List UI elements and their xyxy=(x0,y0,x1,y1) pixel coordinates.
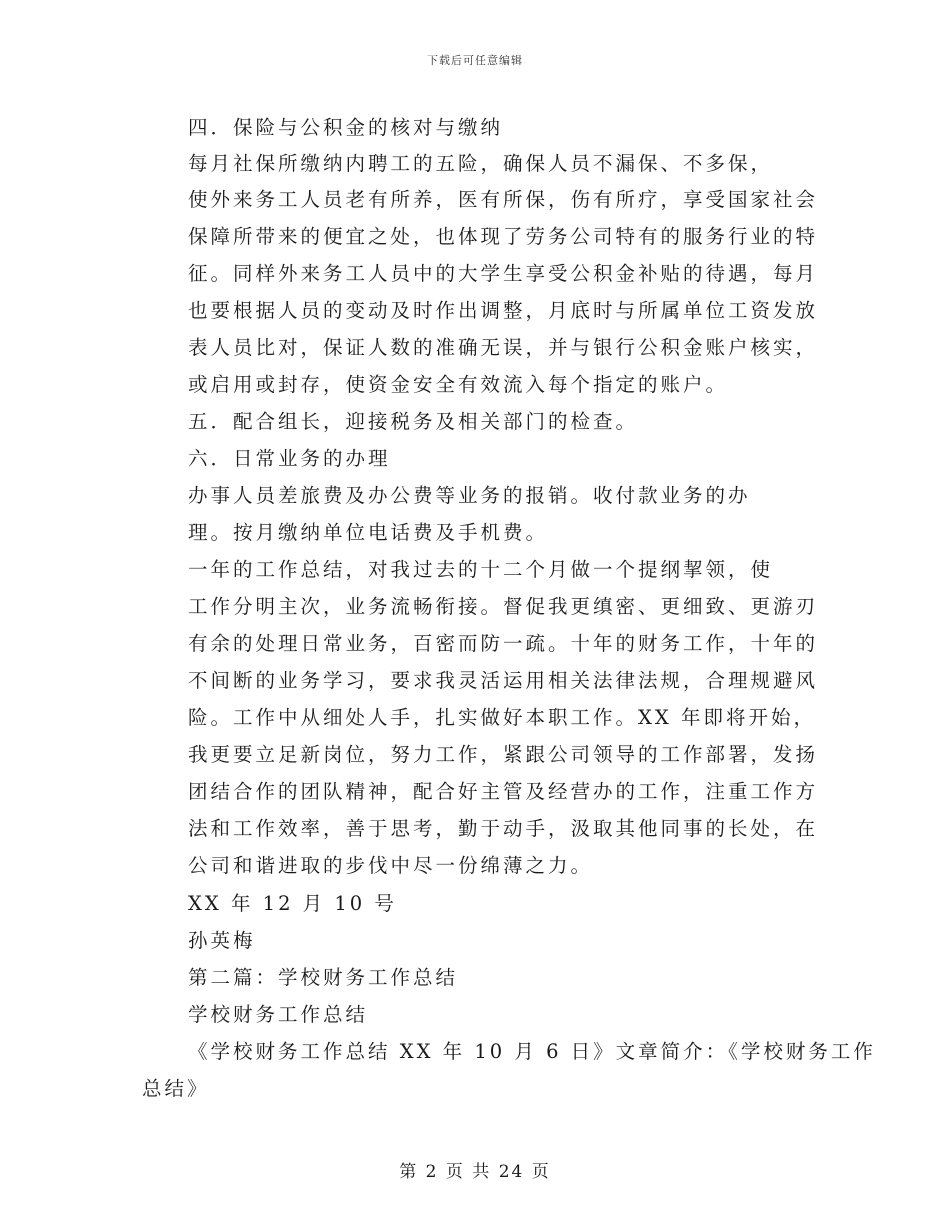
body-line: 办事人员差旅费及办公费等业务的报销。收付款业务的办 xyxy=(188,484,751,507)
body-line: 保障所带来的便宜之处，也体现了劳务公司特有的服务行业的特 xyxy=(188,225,819,248)
body-line: 有余的处理日常业务，百密而防一疏。十年的财务工作，十年的 xyxy=(188,632,819,655)
body-line: 法和工作效率，善于思考，勤于动手，汲取其他同事的长处，在 xyxy=(188,817,819,840)
article-intro-line: 《学校财务工作总结 XX 年 10 月 6 日》文章简介：《学校财务工作 xyxy=(188,1040,876,1063)
body-line: 使外来务工人员老有所养，医有所保，伤有所疗，享受国家社会 xyxy=(188,188,819,211)
body-line: 征。同样外来务工人员中的大学生享受公积金补贴的待遇，每月 xyxy=(188,262,819,285)
section-heading-insurance: 四．保险与公积金的核对与缴纳 xyxy=(188,116,504,139)
body-line: 表人员比对，保证人数的准确无误，并与银行公积金账户核实， xyxy=(188,336,819,359)
body-line: 每月社保所缴纳内聘工的五险，确保人员不漏保、不多保， xyxy=(188,152,774,175)
author-name: 孙英梅 xyxy=(188,929,256,952)
body-line: 工作分明主次，业务流畅衔接。督促我更缜密、更细致、更游刃 xyxy=(188,595,819,618)
article-intro-line: 总结》 xyxy=(142,1077,210,1100)
chapter-title: 第二篇：学校财务工作总结 xyxy=(188,966,459,989)
body-line: 我更要立足新岗位，努力工作，紧跟公司领导的工作部署，发扬 xyxy=(188,743,819,766)
section-heading-inspection: 五．配合组长，迎接税务及相关部门的检查。 xyxy=(188,410,639,433)
body-line: 险。工作中从细处人手，扎实做好本职工作。XX 年即将开始， xyxy=(188,706,816,729)
body-line: 或启用或封存，使资金安全有效流入每个指定的账户。 xyxy=(188,373,729,396)
page-header: 下载后可任意编辑 xyxy=(427,54,523,67)
body-line: 理。按月缴纳单位电话费及手机费。 xyxy=(188,521,549,544)
page-number: 第 2 页 共 24 页 xyxy=(399,1162,551,1182)
body-line: 也要根据人员的变动及时作出调整，月底时与所属单位工资发放 xyxy=(188,299,819,322)
body-line: 一年的工作总结，对我过去的十二个月做一个提纲挈领，使 xyxy=(188,558,774,581)
body-line: 不间断的业务学习，要求我灵活运用相关法律法规，合理规避风 xyxy=(188,669,819,692)
article-title: 学校财务工作总结 xyxy=(188,1003,369,1026)
date-line: XX 年 12 月 10 号 xyxy=(188,892,397,915)
body-line: 公司和谐进取的步伐中尽一份绵薄之力。 xyxy=(188,854,594,877)
section-heading-daily-business: 六．日常业务的办理 xyxy=(188,447,391,470)
body-line: 团结合作的团队精神，配合好主管及经营办的工作，注重工作方 xyxy=(188,780,819,803)
